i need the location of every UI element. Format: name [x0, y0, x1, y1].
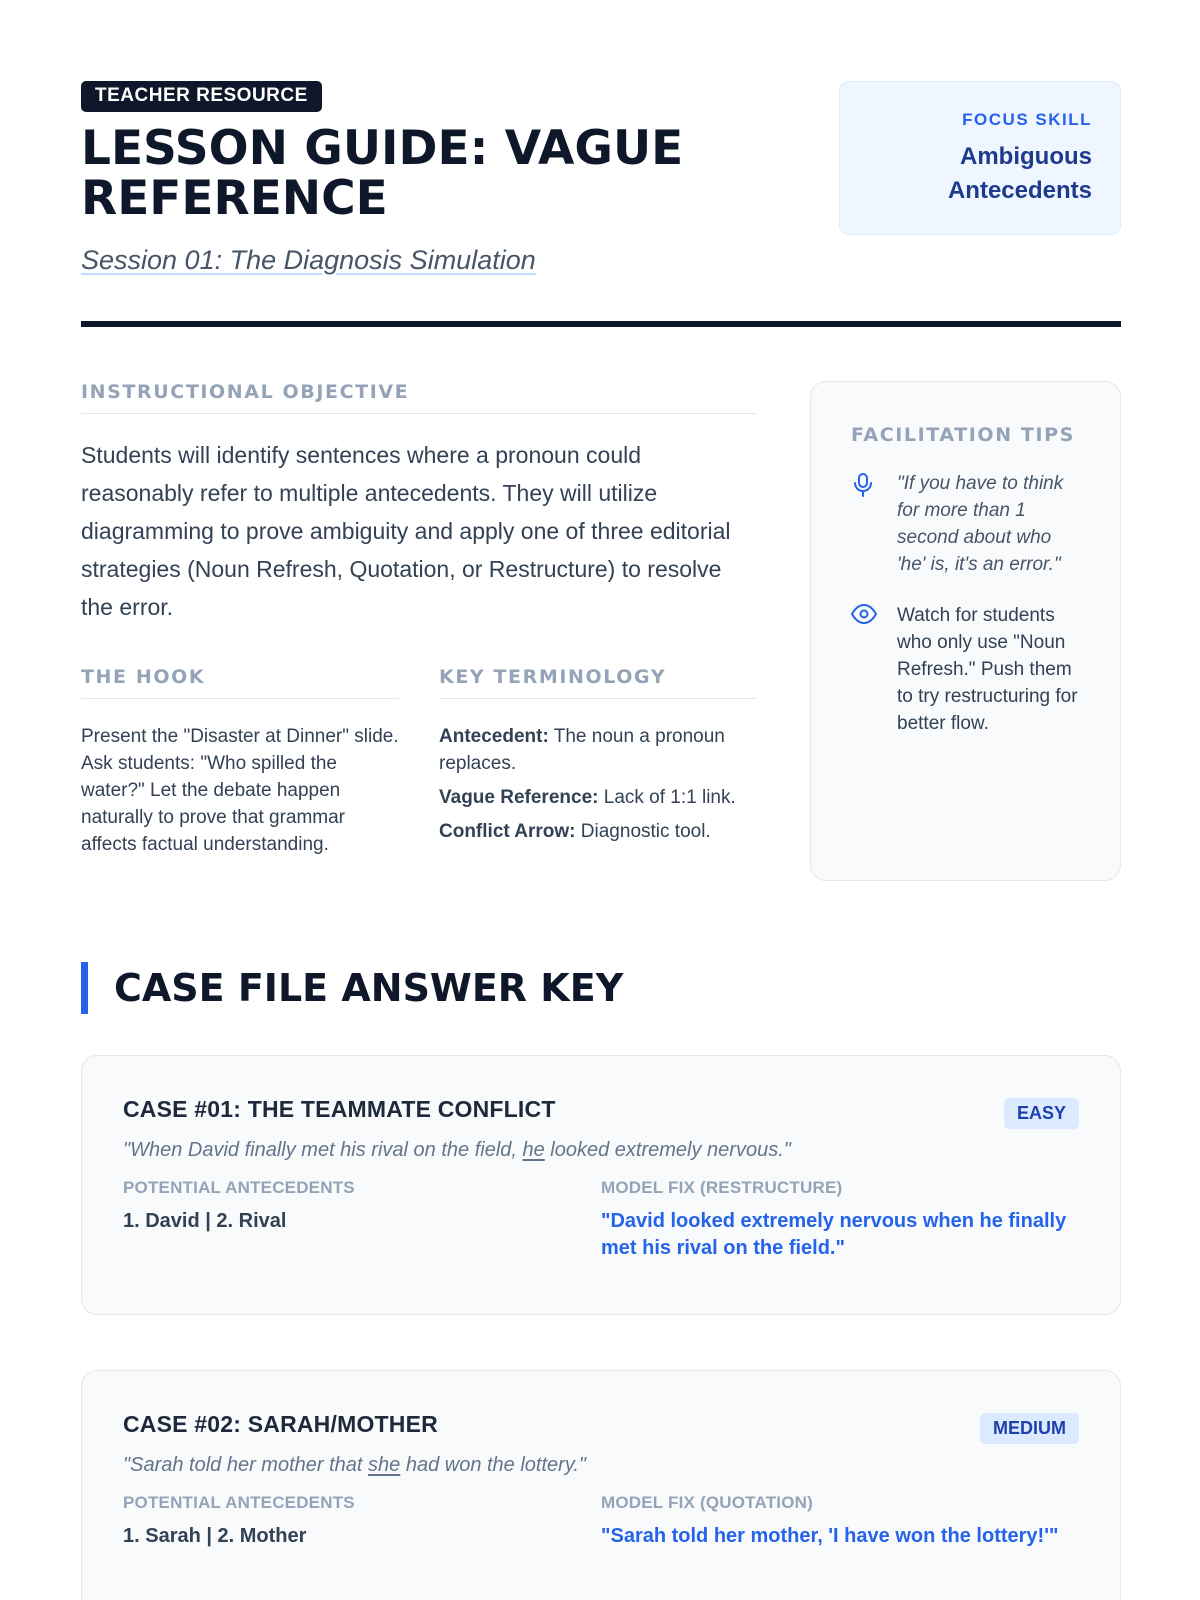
tip-text: "If you have to think for more than 1 second about who 'he' is, it's an error.": [897, 473, 1064, 575]
tip-item: [851, 470, 1080, 578]
microphone-icon: [851, 470, 879, 578]
sentence-end: had won the lottery.": [400, 1454, 586, 1476]
hook-label: THE HOOK: [81, 666, 399, 699]
term-name: Vague Reference:: [439, 787, 599, 808]
difficulty-badge: MEDIUM: [980, 1413, 1079, 1444]
model-fix-column: [601, 1178, 1079, 1262]
term-item: [439, 818, 757, 845]
facilitation-tips-card: [810, 381, 1121, 881]
focus-skill-card: [839, 81, 1121, 235]
sentence-end: looked extremely nervous.": [544, 1139, 791, 1161]
antecedents-value: 1. Sarah | 2. Mother: [123, 1525, 307, 1547]
sentence-start: "Sarah told her mother that: [123, 1454, 369, 1476]
term-name: Antecedent:: [439, 726, 549, 747]
antecedents-value: 1. David | 2. Rival: [123, 1210, 287, 1232]
focus-skill-label: FOCUS SKILL: [962, 110, 1092, 129]
case-details: [123, 1493, 1079, 1550]
hook-text: Present the "Disaster at Dinner" slide. Ask students: "Who spilled the water?" Let the debate happen naturally to prove that grammar affects factual understanding.: [81, 726, 399, 855]
ambiguous-pronoun: he: [522, 1139, 545, 1161]
session-subtitle: Session 01: The Diagnosis Simulation: [81, 245, 536, 275]
answer-key-heading: CASE FILE ANSWER KEY: [81, 962, 623, 1014]
model-fix-label: MODEL FIX (RESTRUCTURE): [601, 1178, 843, 1197]
case-title: CASE #01: THE TEAMMATE CONFLICT: [123, 1096, 556, 1122]
model-fix-value: "Sarah told her mother, 'I have won the lottery!'": [601, 1525, 1059, 1547]
term-item: [439, 723, 757, 777]
header-divider: [81, 321, 1121, 327]
model-fix-value: "David looked extremely nervous when he finally met his rival on the field.": [601, 1210, 1067, 1259]
terminology-section: [439, 666, 757, 852]
tip-text: Watch for students who only use "Noun Refresh." Push them to try restructuring for better flow.: [897, 605, 1078, 734]
hook-section: [81, 666, 399, 858]
terminology-label: KEY TERMINOLOGY: [439, 666, 757, 699]
case-card: [81, 1370, 1121, 1600]
term-definition: The noun a pronoun replaces.: [439, 726, 725, 774]
tip-item: [851, 602, 1080, 737]
case-sentence: [123, 1139, 1079, 1162]
ambiguous-pronoun: she: [368, 1454, 401, 1476]
eye-icon: [851, 602, 879, 737]
case-title: CASE #02: SARAH/MOTHER: [123, 1411, 438, 1437]
model-fix-column: [601, 1493, 1079, 1550]
objective-text: Students will identify sentences where a pronoun could reasonably refer to multiple antecedents. They will utilize diagramming to prove ambiguity and apply one of three editorial strategies (Noun Refresh, Quotation, or Restructure) to resolve the error.: [81, 442, 731, 620]
focus-skill-value-line1: Ambiguous: [960, 143, 1092, 170]
model-fix-label: MODEL FIX (QUOTATION): [601, 1493, 813, 1512]
resource-badge: TEACHER RESOURCE: [81, 81, 322, 112]
instructional-objective: [81, 381, 757, 626]
sentence-start: "When David finally met his rival on the field,: [123, 1139, 523, 1161]
case-sentence: [123, 1454, 1079, 1477]
focus-skill-value: [840, 140, 1092, 208]
case-card: [81, 1055, 1121, 1315]
antecedents-label: POTENTIAL ANTECEDENTS: [123, 1493, 355, 1512]
antecedents-column: [123, 1178, 601, 1262]
difficulty-badge: EASY: [1004, 1098, 1079, 1129]
case-details: [123, 1178, 1079, 1262]
antecedents-column: [123, 1493, 601, 1550]
tips-label: FACILITATION TIPS: [851, 424, 1075, 446]
term-definition: Diagnostic tool.: [580, 821, 711, 842]
focus-skill-value-line2: Antecedents: [947, 177, 1092, 204]
terminology-list: [439, 723, 757, 845]
term-definition: Lack of 1:1 link.: [603, 787, 736, 808]
objective-label: INSTRUCTIONAL OBJECTIVE: [81, 381, 757, 414]
antecedents-label: POTENTIAL ANTECEDENTS: [123, 1178, 355, 1197]
term-name: Conflict Arrow:: [439, 821, 576, 842]
page-title: LESSON GUIDE: VAGUE REFERENCE: [81, 121, 684, 226]
term-item: [439, 784, 757, 811]
